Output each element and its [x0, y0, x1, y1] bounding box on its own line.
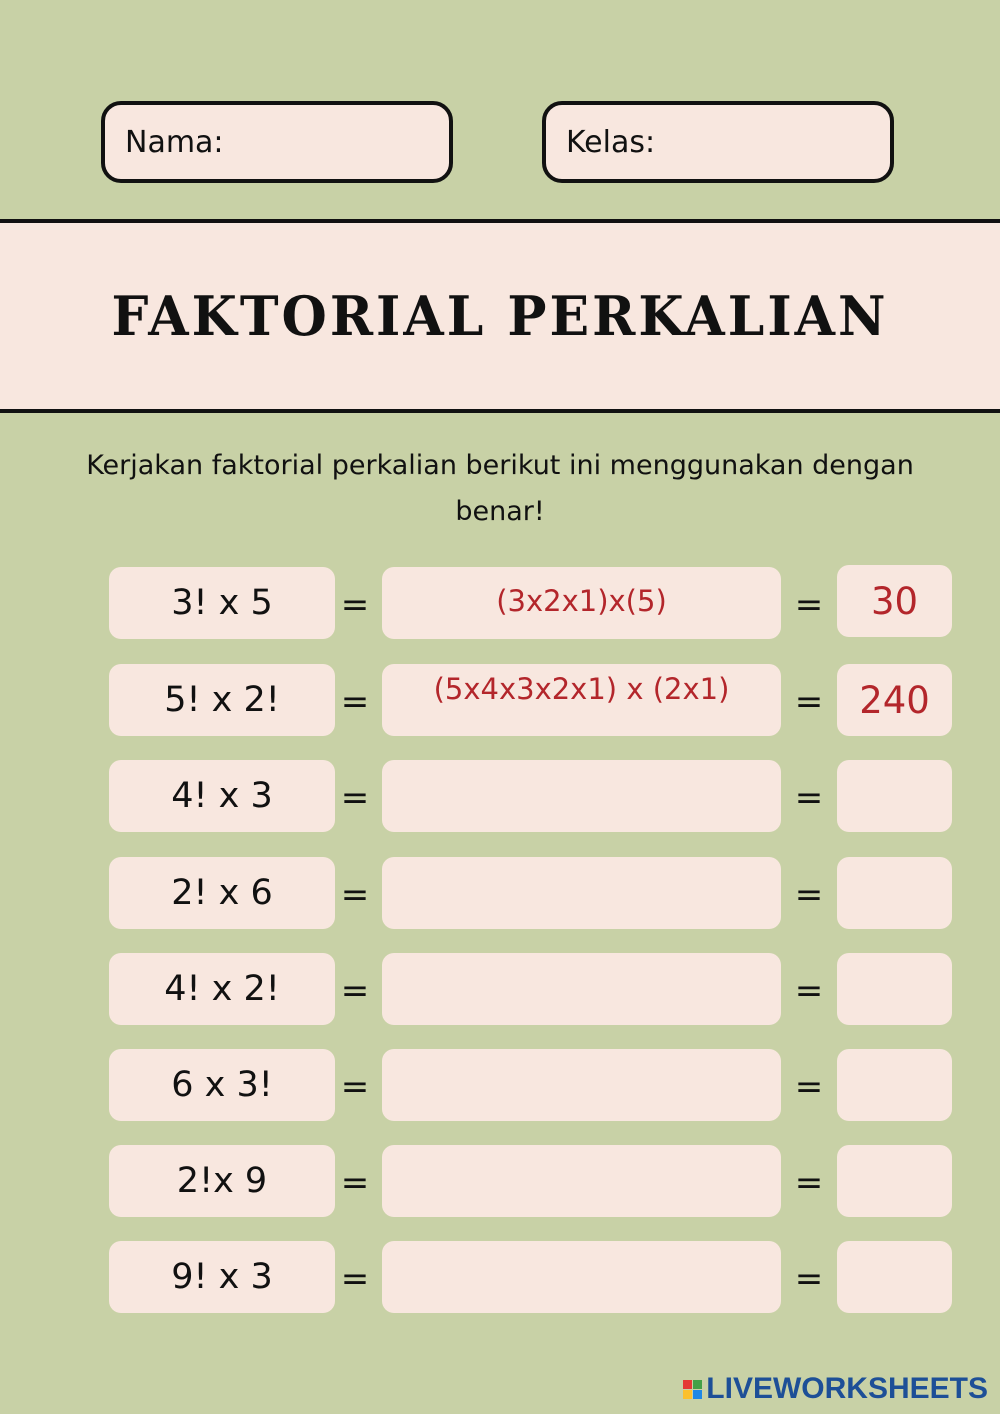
answer-input[interactable]	[837, 953, 952, 1025]
problem-box: 4! x 2!	[109, 953, 335, 1025]
equals-sign: =	[794, 1259, 824, 1299]
problem-box: 2!x 9	[109, 1145, 335, 1217]
problem-box: 6 x 3!	[109, 1049, 335, 1121]
liveworksheets-watermark	[683, 1372, 988, 1406]
exercise-row	[0, 951, 1000, 1027]
name-field[interactable]	[101, 101, 453, 183]
class-field[interactable]	[542, 101, 894, 183]
work-input[interactable]: (3x2x1)x(5)	[382, 567, 781, 639]
work-input[interactable]	[382, 1145, 781, 1217]
exercise-row	[0, 1239, 1000, 1315]
exercise-row	[0, 1143, 1000, 1219]
work-input[interactable]: (5x4x3x2x1) x (2x1)	[382, 664, 781, 736]
answer-input[interactable]	[837, 1241, 952, 1313]
work-input[interactable]	[382, 1241, 781, 1313]
class-label: Kelas:	[566, 124, 656, 160]
equals-sign: =	[794, 875, 824, 915]
equals-sign: =	[340, 1067, 370, 1107]
equals-sign: =	[340, 875, 370, 915]
exercise-row	[0, 758, 1000, 834]
exercise-row	[0, 565, 1000, 641]
problem-box: 4! x 3	[109, 760, 335, 832]
page-title: FAKTORIAL PERKALIAN	[111, 283, 889, 349]
answer-input[interactable]: 30	[837, 565, 952, 637]
name-label: Nama:	[125, 124, 224, 160]
answer-input[interactable]: 240	[837, 664, 952, 736]
problem-box: 9! x 3	[109, 1241, 335, 1313]
answer-input[interactable]	[837, 760, 952, 832]
answer-input[interactable]	[837, 1049, 952, 1121]
equals-sign: =	[340, 1163, 370, 1203]
instructions-text: Kerjakan faktorial perkalian berikut ini menggunakan dengan benar!	[86, 450, 914, 527]
equals-sign: =	[794, 1067, 824, 1107]
problem-box: 2! x 6	[109, 857, 335, 929]
exercise-row	[0, 662, 1000, 738]
exercise-row	[0, 855, 1000, 931]
watermark-text: LIVEWORKSHEETS	[706, 1372, 988, 1405]
equals-sign: =	[794, 1163, 824, 1203]
answer-input[interactable]	[837, 1145, 952, 1217]
equals-sign: =	[794, 585, 824, 625]
equals-sign: =	[340, 778, 370, 818]
equals-sign: =	[340, 682, 370, 722]
problem-box: 5! x 2!	[109, 664, 335, 736]
equals-sign: =	[794, 682, 824, 722]
equals-sign: =	[794, 971, 824, 1011]
work-input[interactable]	[382, 760, 781, 832]
work-input[interactable]	[382, 953, 781, 1025]
work-input[interactable]	[382, 1049, 781, 1121]
title-banner	[0, 219, 1000, 413]
equals-sign: =	[340, 971, 370, 1011]
answer-input[interactable]	[837, 857, 952, 929]
liveworksheets-logo-icon	[683, 1380, 702, 1399]
exercise-row	[0, 1047, 1000, 1123]
work-input[interactable]	[382, 857, 781, 929]
problem-box: 3! x 5	[109, 567, 335, 639]
equals-sign: =	[340, 585, 370, 625]
equals-sign: =	[340, 1259, 370, 1299]
equals-sign: =	[794, 778, 824, 818]
